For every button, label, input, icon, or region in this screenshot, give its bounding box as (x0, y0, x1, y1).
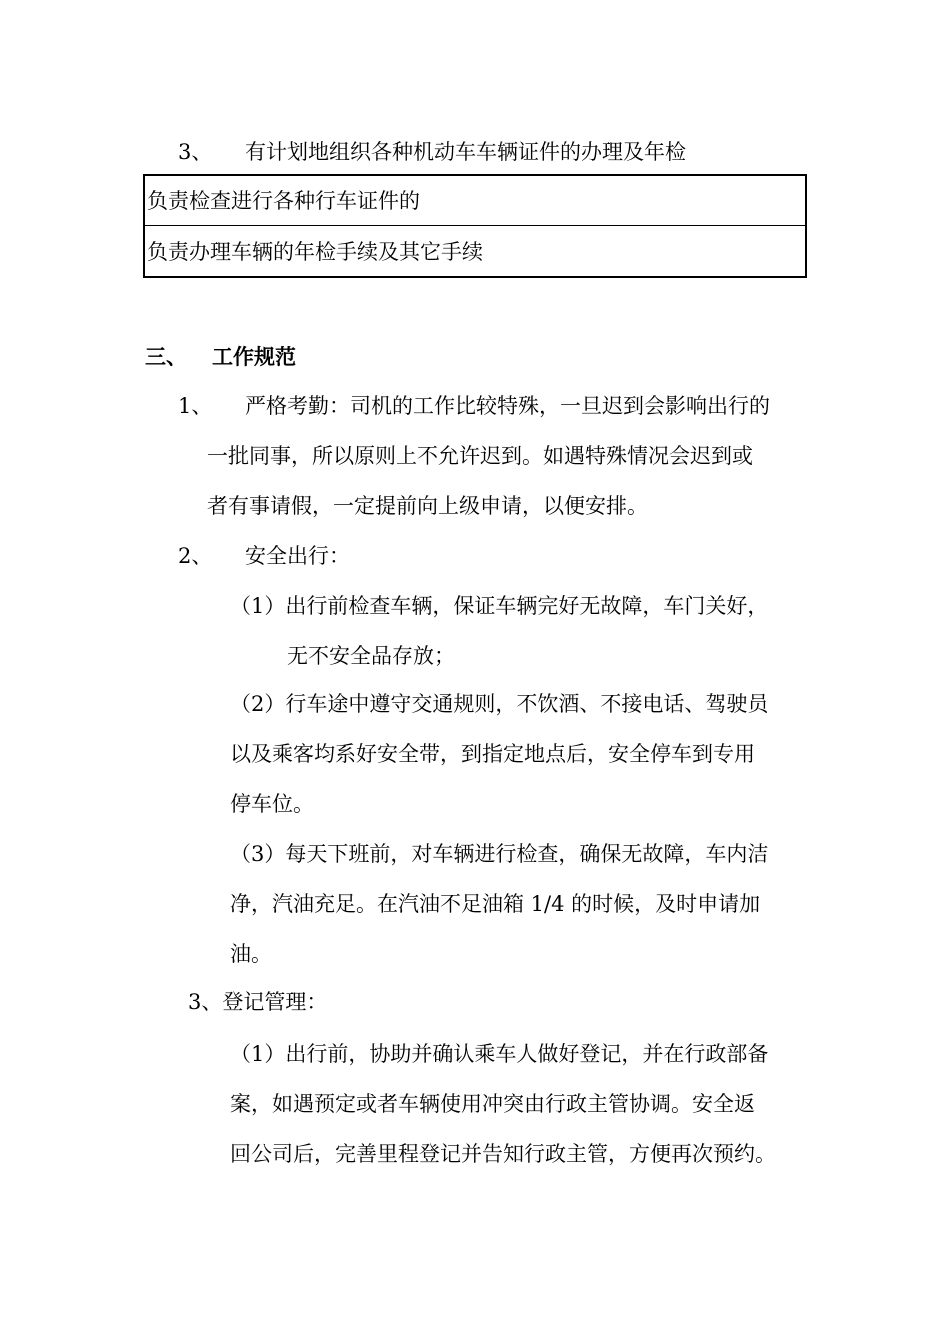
rule-3-sub-1-line: 回公司后，完善里程登记并告知行政主管，方便再次预约。 (230, 1142, 776, 1166)
rule-2-sub-1-line: （1）出行前检查车辆，保证车辆完好无故障，车门关好， (230, 594, 769, 618)
rule-1-line: 一批同事，所以原则上不允许迟到。如遇特殊情况会迟到或 (207, 444, 753, 468)
rule-2-sub-2-line: 停车位。 (230, 792, 314, 816)
section-3-title: 工作规范 (212, 344, 296, 369)
rule-1-number: 1、 (178, 394, 213, 418)
rule-1-line: 者有事请假，一定提前向上级申请，以便安排。 (207, 494, 648, 518)
section-3-number: 三、 (145, 344, 187, 369)
duties-table-row: 负责检查进行各种行车证件的 (145, 176, 805, 226)
duties-table (143, 174, 807, 278)
item-3-number: 3、 (178, 140, 213, 164)
rule-2-sub-3-line: 油。 (230, 942, 272, 966)
rule-2-sub-2-line: （2）行车途中遵守交通规则，不饮酒、不接电话、驾驶员 (230, 692, 769, 716)
rule-2-sub-2-line: 以及乘客均系好安全带，到指定地点后，安全停车到专用 (230, 742, 755, 766)
rule-2-sub-3-line: 净，汽油充足。在汽油不足油箱 1/4 的时候，及时申请加 (230, 892, 761, 916)
rule-3-sub-1-line: 案，如遇预定或者车辆使用冲突由行政主管协调。安全返 (230, 1092, 755, 1116)
rule-2-number: 2、 (178, 544, 213, 568)
rule-2-title: 安全出行： (245, 544, 350, 568)
duties-table-row: 负责办理车辆的年检手续及其它手续 (147, 240, 483, 264)
rule-3-title: 3、登记管理： (188, 990, 328, 1014)
rule-2-sub-3-line: （3）每天下班前，对车辆进行检查，确保无故障，车内洁 (230, 842, 769, 866)
rule-2-sub-1-line: 无不安全品存放； (287, 644, 455, 668)
rule-3-sub-1-line: （1）出行前，协助并确认乘车人做好登记，并在行政部备 (230, 1042, 769, 1066)
rule-1-line: 严格考勤：司机的工作比较特殊，一旦迟到会影响出行的 (245, 394, 770, 418)
item-3-text: 有计划地组织各种机动车车辆证件的办理及年检 (245, 140, 686, 164)
